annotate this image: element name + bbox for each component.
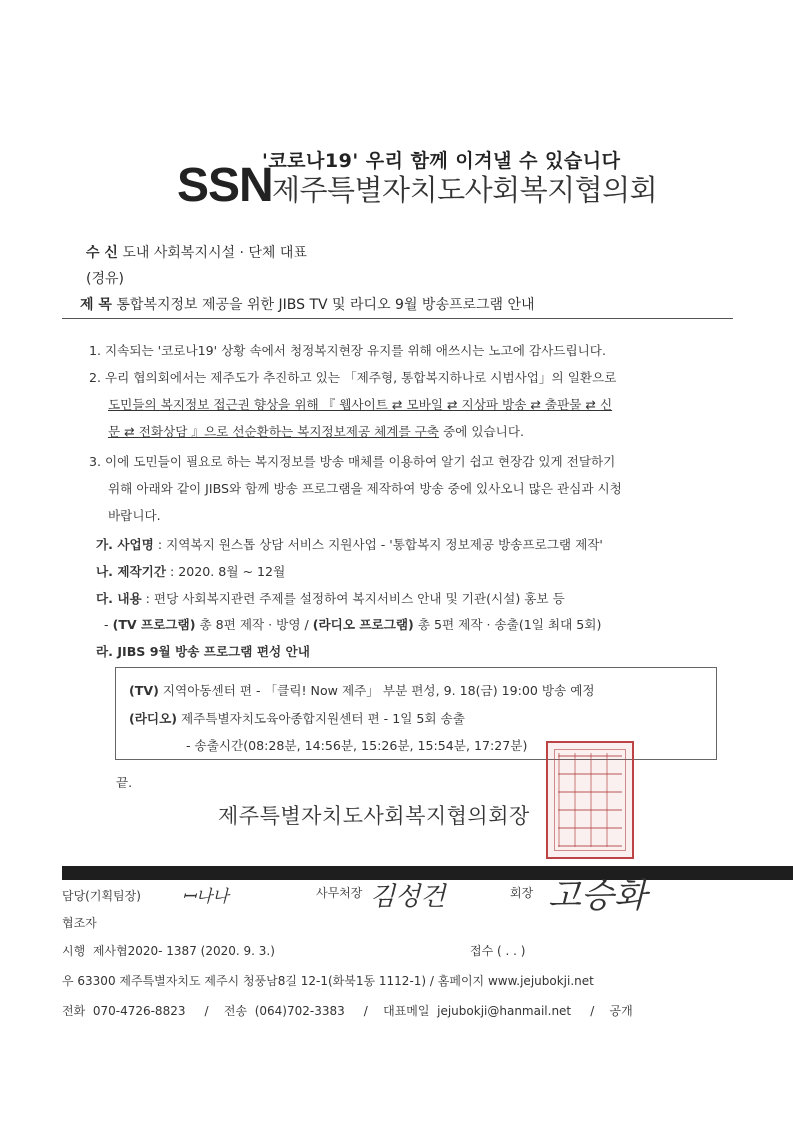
slogan: '코로나19' 우리 함께 이겨낼 수 있습니다	[262, 150, 621, 172]
disclosure: 공개	[609, 1004, 633, 1018]
staff-label: 담당(기획팀장)	[62, 889, 141, 903]
receipt: 접수 ( . . )	[470, 944, 526, 958]
recipient-label: 수 신	[86, 245, 118, 261]
item-da-radio-text: 총 5편 제작 · 송출(1일 최대 5회)	[413, 617, 602, 632]
paragraph-1: 1. 지속되는 '코로나19' 상황 속에서 청정복지현장 유지를 위해 애쓰시는 노고에 감사드립니다.	[89, 343, 606, 358]
schedule-radio-times: - 송출시간(08:28분, 14:56분, 15:26분, 15:54분, 17:27분)	[186, 738, 528, 753]
schedule-radio-label: (라디오)	[129, 711, 178, 726]
item-da-radio-label: (라디오 프로그램)	[312, 617, 414, 632]
end-mark: 끝.	[116, 775, 133, 790]
subject-label: 제 목	[80, 297, 112, 313]
item-da-sub-prefix: -	[104, 617, 113, 632]
contact-row: 전화 070-4726-8823 / 전송 (064)702-3383 / 대표메일 jejubokji@hanmail.net / 공개	[62, 1004, 633, 1018]
org-name: 제주특별자치도사회복지협의회	[272, 173, 658, 207]
item-da-sub	[104, 614, 601, 633]
chair-signature: 고승화	[548, 876, 647, 916]
subject-row	[80, 294, 535, 314]
schedule-radio	[129, 708, 465, 727]
paragraph-2-line-3	[108, 421, 524, 440]
official-seal-pattern	[558, 753, 622, 847]
chair-label: 회장	[510, 886, 534, 900]
paragraph-3-line-3: 바랍니다.	[108, 508, 161, 523]
item-na-text: : 2020. 8월 ~ 12월	[166, 564, 286, 579]
via: (경유)	[86, 271, 124, 287]
item-na	[96, 561, 285, 580]
fax: (064)702-3383	[254, 1004, 345, 1018]
logo-text: SSN	[177, 159, 273, 212]
subject: 통합복지정보 제공을 위한 JIBS TV 및 라디오 9월 방송프로그램 안내	[116, 297, 535, 313]
enforcement-number: 제사협2020- 1387 (2020. 9. 3.)	[92, 944, 275, 958]
closing-signatory: 제주특별자치도사회복지협의회장	[218, 804, 530, 828]
staff-signature: ꟷ나나	[182, 887, 229, 907]
item-da-label: 다. 내용	[96, 591, 142, 606]
secretary-label: 사무처장	[316, 886, 363, 900]
item-da-tv-label: (TV 프로그램)	[112, 617, 196, 632]
item-ga	[96, 534, 603, 553]
item-da-text: : 편당 사회복지관련 주제를 설정하여 복지서비스 안내 및 기관(시설) 홍보 등	[141, 591, 565, 606]
paragraph-3-line-2: 위해 아래와 같이 JIBS와 함께 방송 프로그램을 제작하여 방송 중에 있사오니 많은 관심과 시청	[108, 481, 622, 496]
phone-label: 전화	[62, 1004, 86, 1018]
email-label: 대표메일	[383, 1004, 430, 1018]
schedule-radio-text: 제주특별자치도육아종합지원센터 편 - 1일 5회 송출	[177, 711, 465, 726]
item-ga-label: 가. 사업명	[96, 537, 154, 552]
schedule-tv	[129, 680, 595, 699]
fax-label: 전송	[223, 1004, 248, 1018]
phone: 070-4726-8823	[92, 1004, 186, 1018]
paragraph-2-rest: 중에 있습니다.	[438, 424, 524, 439]
paragraph-2-line-1: 2. 우리 협의회에서는 제주도가 추진하고 있는 「제주형, 통합복지하나로 시범사업」의 일환으로	[89, 370, 617, 385]
item-ga-text: : 지역복지 원스톱 상담 서비스 지원사업 - '통합복지 정보제공 방송프로그램 제작'	[153, 537, 603, 552]
secretary-signature: 김성건	[370, 882, 446, 912]
address: 우 63300 제주특별자치도 제주시 청풍남8길 12-1(화북1동 1112-1) / 홈페이지 www.jejubokji.net	[62, 974, 594, 988]
enforcement-label: 시행	[62, 944, 86, 958]
item-ra: 라. JIBS 9월 방송 프로그램 편성 안내	[96, 644, 310, 659]
official-seal	[546, 741, 634, 859]
recipient-row	[86, 242, 307, 262]
item-na-label: 나. 제작기간	[96, 564, 166, 579]
recipient: 도내 사회복지시설 · 단체 대표	[122, 245, 307, 261]
paragraph-2-line-2: 도민들의 복지정보 접근권 향상을 위해 『 웹사이트 ⇄ 모바일 ⇄ 지상파 방송 ⇄ 출판물 ⇄ 신	[108, 397, 613, 412]
email: jejubokji@hanmail.net	[437, 1004, 572, 1018]
enforcement-row	[62, 942, 275, 959]
item-da	[96, 588, 565, 607]
cooperator-label: 협조자	[62, 916, 97, 930]
paragraph-3-line-1: 3. 이에 도민들이 필요로 하는 복지정보를 방송 매체를 이용하여 알기 쉽고 현장감 있게 전달하기	[89, 454, 616, 469]
item-da-tv-text: 총 8편 제작 · 방영 /	[195, 617, 313, 632]
schedule-tv-label: (TV)	[129, 683, 159, 698]
schedule-tv-text: 지역아동센터 편 - 「클릭! Now 제주」 부분 편성, 9. 18(금) 19:00 방송 예정	[158, 683, 595, 698]
paragraph-2-underlined: 문 ⇄ 전화상담 』으로 선순환하는 복지정보제공 체계를 구축	[108, 424, 439, 439]
header-divider	[62, 318, 733, 319]
